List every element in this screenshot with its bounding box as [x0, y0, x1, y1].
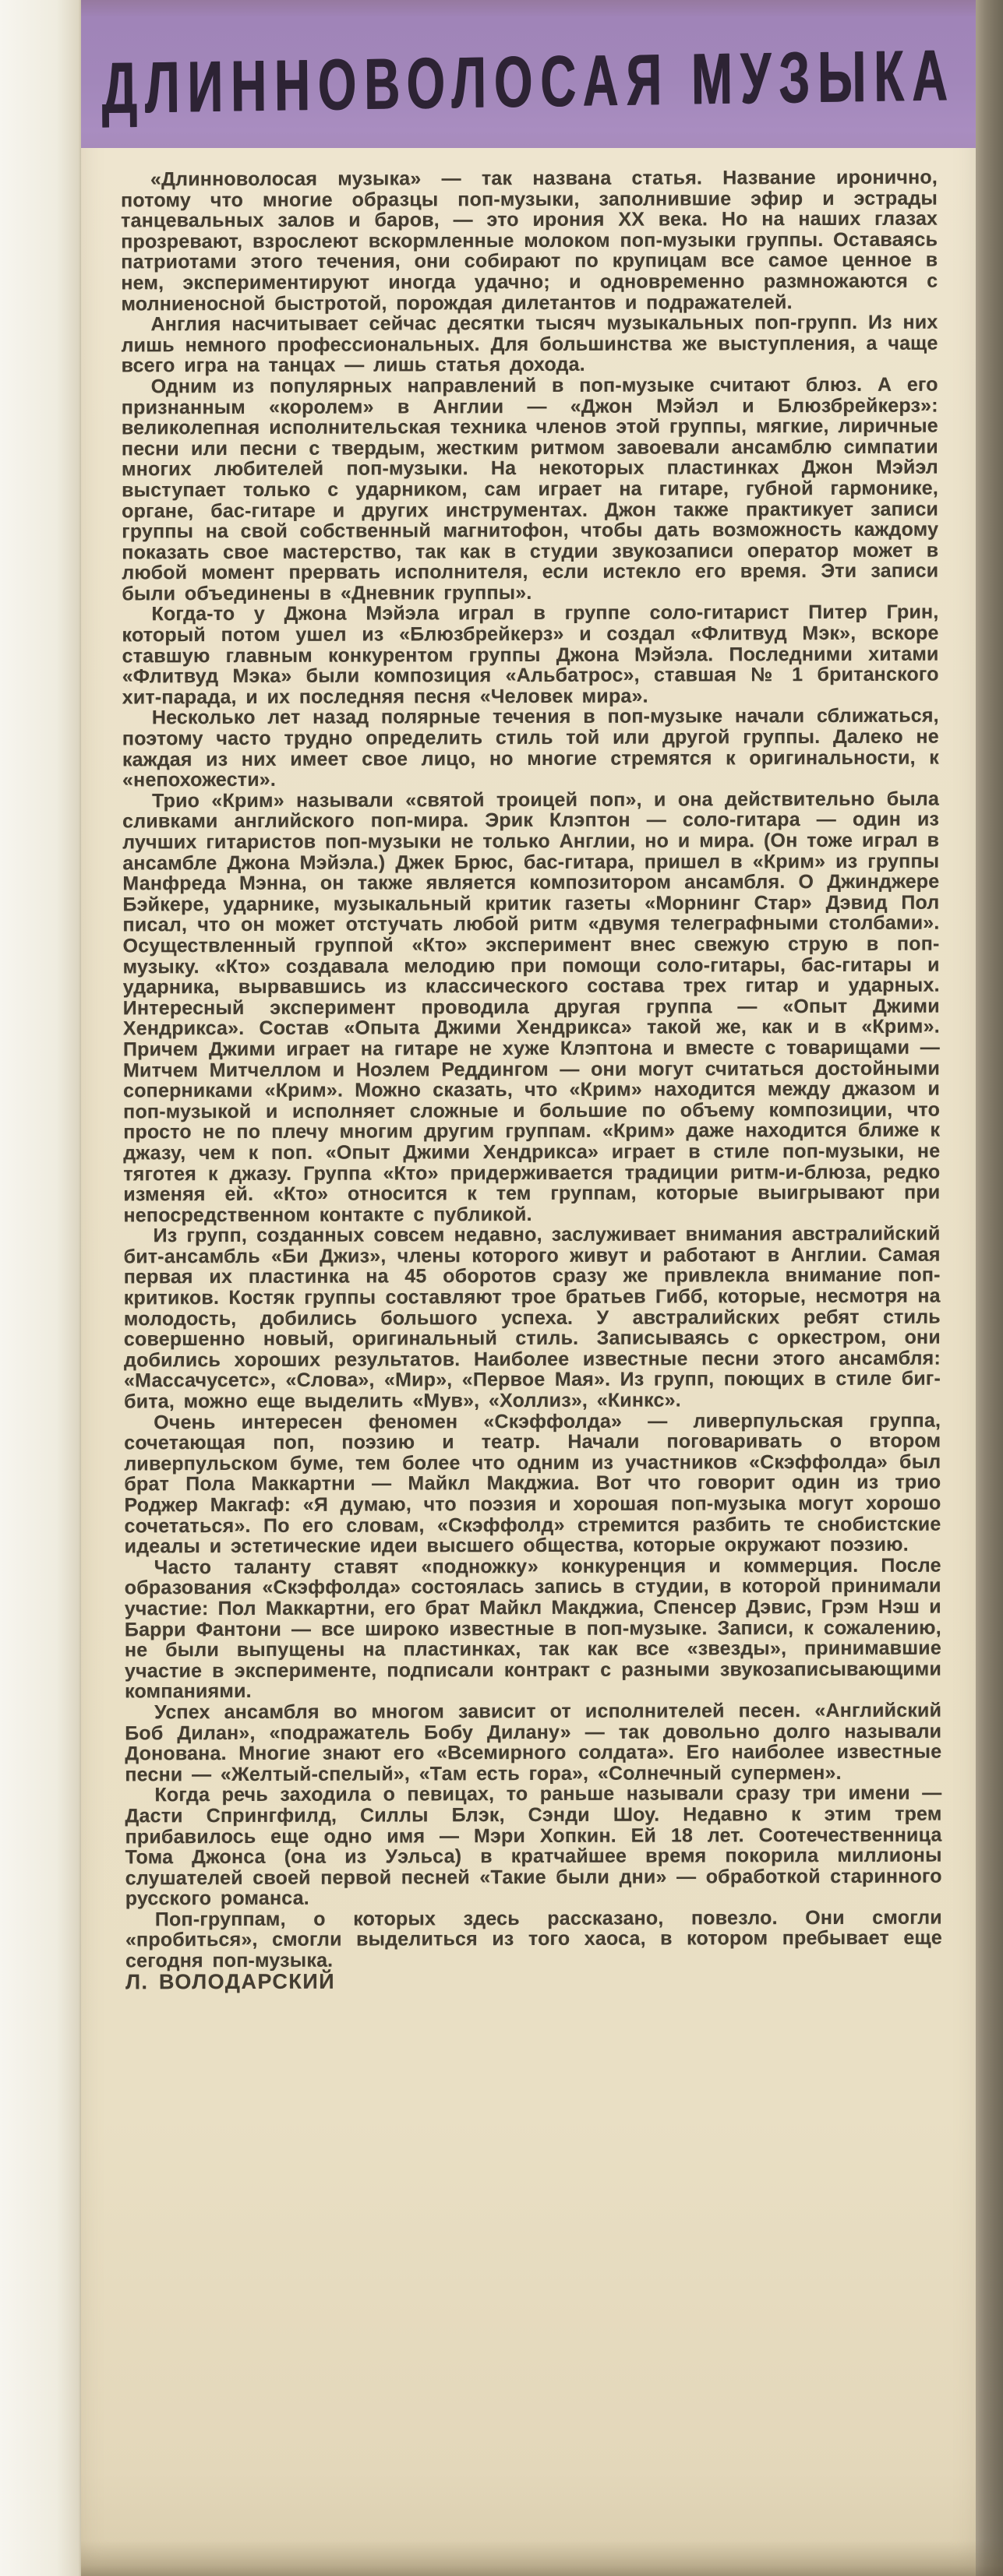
- author-signature: Л. ВОЛОДАРСКИЙ: [125, 1969, 336, 1994]
- article-paragraph-4: Когда-то у Джона Мэйэла играл в группе соло-гитарист Питер Грин, который потом ушел из «Блюзбрейкерз» и создал «Флитвуд Мэк», вскоре ставшую главным конкурентом группы Джона Мэйэла. Последними хитами «Флитвуд Мэка» были композиция «Альбатрос», ставшая № 1 британского хит-парада, и их последняя песня «Человек мира».: [122, 601, 939, 709]
- article-paragraphs: [121, 167, 942, 1972]
- article-paragraph-8: Очень интересен феномен «Скэффолда» — ливерпульская группа, сочетающая поп, поэзию и театр. Начали поговаривать о втором ливерпульском буме, тем более что одним из участников «Скэффолда» был брат Пола Маккартни — Майкл Макджиа. Вот что говорит один из трио Роджер Макгаф: «Я думаю, что поэзия и хорошая поп-музыка могут хорошо сочетаться». По его словам, «Скэффолд» стремится разбить те снобистские идеалы и эстетические идеи высшего общества, которые окружают поэзию.: [124, 1409, 941, 1558]
- article-paragraph-1: «Длинноволосая музыка» — так названа статья. Название иронично, потому что многие образцы поп-музыки, заполнившие эфир и эстрады танцевальных залов и баров, — это ирония XX века. Но на наших глазах прозревают, взрослеют вскормленные молоком поп-музыки группы. Оставаясь патриотами этого течения, они собирают по крупицам все самое ценное в нем, экспериментируют иногда удачно; и одновременно размножаются с молниеносной быстротой, порождая дилетантов и подражателей.: [121, 166, 938, 315]
- article-paragraph-5: Несколько лет назад полярные течения в поп-музыке начали сближаться, поэтому часто трудно определить стиль той или другой группы. Далеко не каждая из них имеет свое лицо, но многие стремятся к оригинальности, к «непохожести».: [122, 705, 939, 791]
- article-paragraph-10: Успех ансамбля во многом зависит от исполнителей песен. «Английский Боб Дилан», «подражатель Бобу Дилану» — так довольно долго называли Донована. Многие знают его «Всемирного солдата». Его наиболее известные песни — «Желтый-спелый», «Там есть гора», «Солнечный супермен».: [125, 1699, 942, 1786]
- article-paragraph-11: Когда речь заходила о певицах, то раньше называли сразу три имени — Дасти Спрингфилд, Силлы Блэк, Сэнди Шоу. Недавно к этим трем прибавилось еще одно имя — Мэри Хопкин. Ей 18 лет. Соотечественница Тома Джонса (она из Уэльса) в кратчайшее время покорила миллионы слушателей своей первой песней «Такие были дни» — обработкой старинного русского романса.: [125, 1781, 942, 1910]
- article-paragraph-9: Часто таланту ставят «подножку» конкуренция и коммерция. После образования «Скэффолда» состоялась запись в студии, в которой принимали участие: Пол Маккартни, его брат Майкл Макджиа, Спенсер Дэвис, Грэм Нэш и Барри Фантони — все широко известные в поп-музыке. Записи, к сожалению, не были выпущены на пластинках, так как все «звезды», принимавшие участие в эксперименте, подписали контракт с разными звукозаписывающими компаниями.: [124, 1554, 942, 1703]
- article-paragraph-12: Поп-группам, о которых здесь рассказано, повезло. Они смогли «пробиться», смогли выделиться из того хаоса, в котором пребывает еще сегодня поп-музыка.: [125, 1906, 942, 1972]
- article-body: [79, 149, 978, 1993]
- article-paragraph-6: Трио «Крим» называли «святой троицей поп», и она действительно была сливками английского поп-мира. Эрик Клэптон — соло-гитара — один из лучших гитаристов поп-музыки не только Англии, но и мира. (Он тоже играл в ансамбле Джона Мэйэла.) Джек Брюс, бас-гитара, пришел в «Крим» из группы Манфреда Мэнна, он также является композитором ансамбля. О Джинджере Бэйкере, ударнике, музыкальный критик газеты «Морнинг Стар» Дэвид Пол писал, что он может отстучать любой ритм «двумя телеграфными столбами». Осуществленный группой «Кто» эксперимент внес свежую струю в поп-музыку. «Кто» создавала мелодию при помощи соло-гитары, бас-гитары и ударника, вырвавшись из классического состава трех гитар и ударных. Интересный эксперимент проводила другая группа — «Опыт Джими Хендрикса». Состав «Опыта Джими Хендрикса» такой же, как и в «Крим». Причем Джими играет на гитаре не хуже Клэптона и вместе с товарищами — Митчем Митчеллом и Ноэлем Реддингом — они могут считаться достойными соперниками «Крим». Можно сказать, что «Крим» находится между джазом и поп-музыкой и исполняет сложные и большие по объему композиции, что просто не по плечу многим другим группам. «Крим» даже находится ближе к джазу, чем к поп. «Опыт Джими Хендрикса» играет в стиле поп-музыки, не тяготея к джазу. Группа «Кто» придерживается традиции ритм-и-блюза, редко изменяя ей. «Кто» относится к тем группам, которые выигрывают при непосредственном контакте с публикой.: [122, 788, 941, 1227]
- title-banner: [81, 0, 976, 148]
- article-paragraph-2: Англия насчитывает сейчас десятки тысяч музыкальных поп-групп. Из них лишь немного профессиональных. Для большинства же выступления, а чаще всего игра на танцах — лишь статья дохода.: [121, 311, 938, 377]
- article-title: ДЛИННОВОЛОСАЯ МУЗЫКА: [101, 35, 956, 129]
- magazine-page: [81, 0, 976, 2576]
- article-paragraph-7: Из групп, созданных совсем недавно, заслуживает внимания австралийский бит-ансамбль «Би Джиз», члены которого живут и работают в Англии. Самая первая их пластинка на 45 оборотов сразу же привлекла внимание поп-критиков. Костяк группы составляют трое братьев Гибб, которые, несмотря на молодость, добились большого успеха. У австралийских ребят стиль совершенно новый, оригинальный стиль. Записываясь с оркестром, они добились хороших результатов. Наиболее известные песни этого ансамбля: «Массачусетс», «Слова», «Мир», «Первое Мая». Из групп, поющих в стиле биг-бита, можно еще выделить «Мув», «Холлиз», «Кинкс».: [123, 1222, 941, 1413]
- scan-edge-left: [0, 0, 81, 2576]
- scan-shadow-bottom: [81, 2540, 1003, 2576]
- article-paragraph-3: Одним из популярных направлений в поп-музыке считают блюз. А его признанным «королем» в Англии — «Джон Мэйэл и Блюзбрейкерз»: великолепная исполнительская техника членов этой группы, мягкие, лиричные песни или песни с твердым, жестким ритмом завоевали ансамблю симпатии многих любителей поп-музыки. На некоторых пластинках Джон Мэйэл выступает только с ударником, сам играет на гитаре, губной гармонике, органе, бас-гитаре и других инструментах. Джон также практикует записи группы на свой собственный магнитофон, чтобы дать возможность каждому показать свое мастерство, так как в студии звукозаписи оператор может в любой момент прервать исполнителя, если истекло его время. Эти записи были объединены в «Дневник группы».: [121, 373, 939, 605]
- scan-shadow-right: [976, 0, 1003, 2576]
